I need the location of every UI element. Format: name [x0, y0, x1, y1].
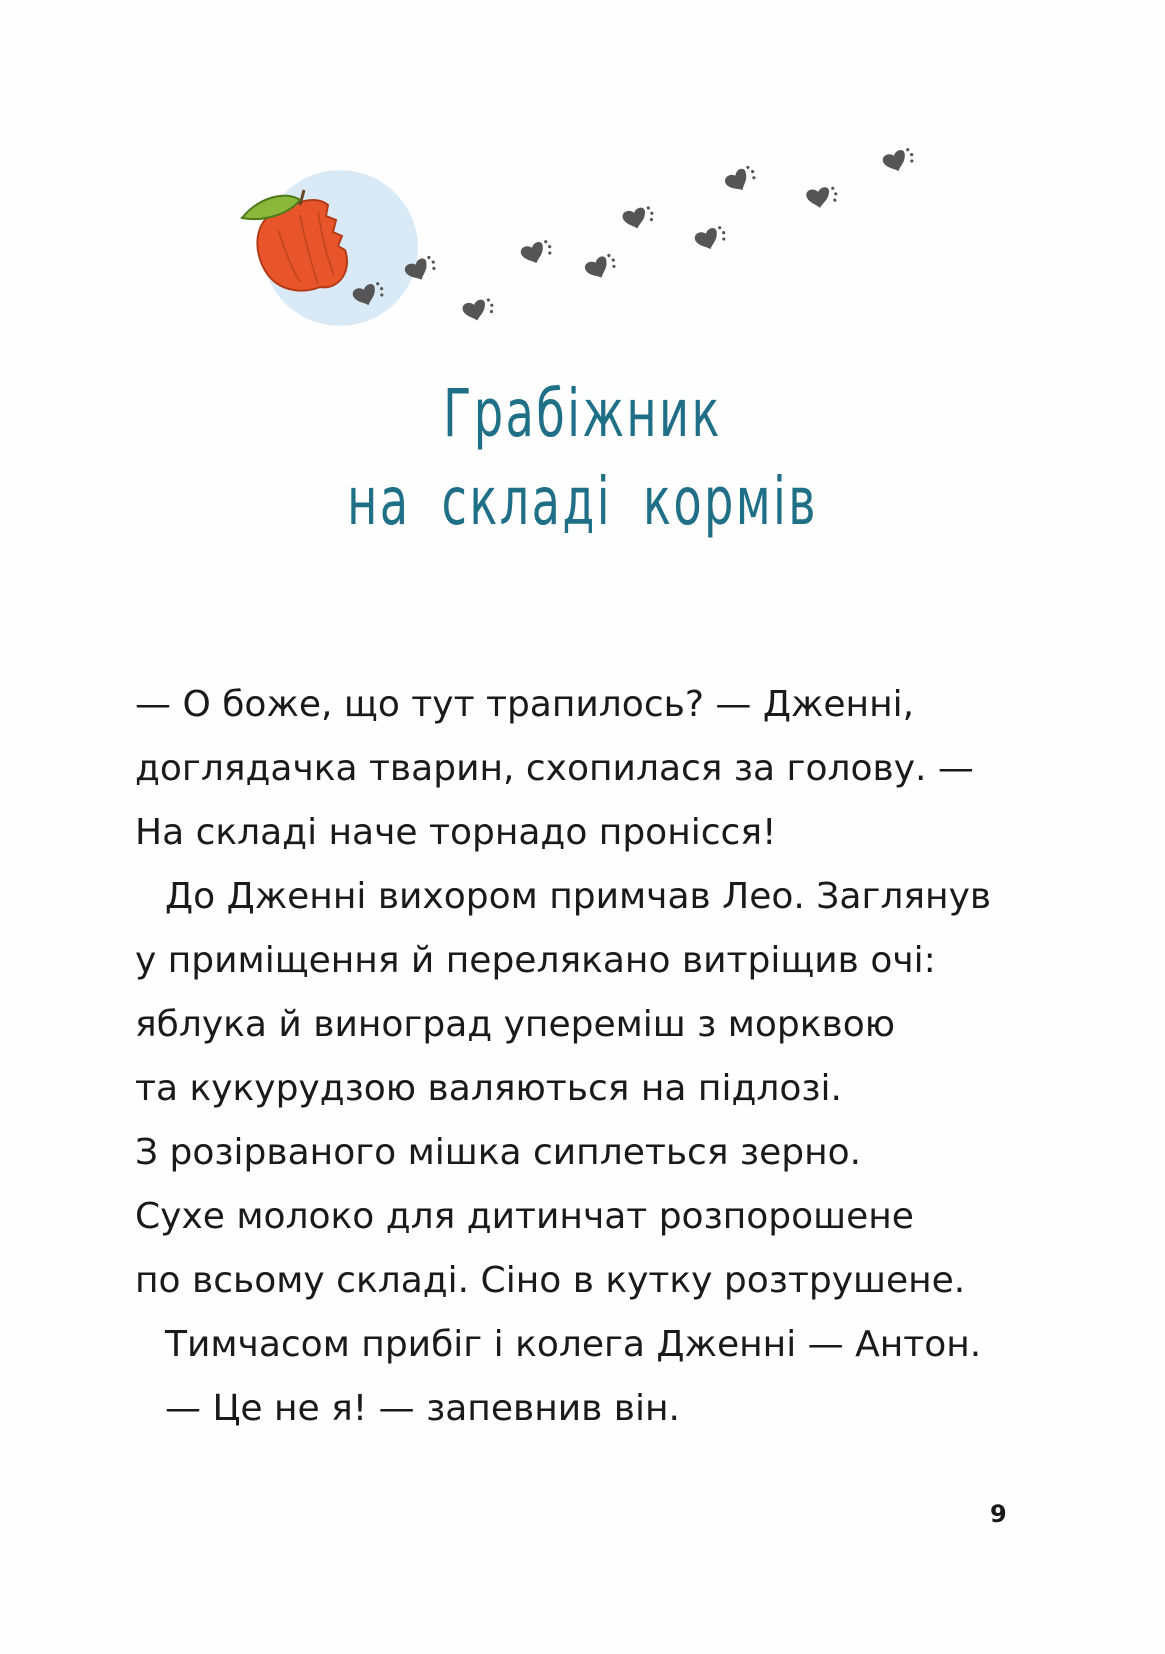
body-line: — Це не я! — запевнив він. — [165, 1388, 680, 1429]
page-number: 9 — [990, 1500, 1007, 1528]
chapter-title-line-1: Грабіжник — [443, 375, 722, 452]
animal-footprint-icon — [805, 185, 839, 210]
body-line: по всьому складі. Сіно в кутку розтрушене. — [135, 1260, 966, 1301]
body-line: До Дженні вихором примчав Лео. Заглянув — [165, 876, 992, 917]
body-line: у приміщення й перелякано витріщив очі: — [135, 940, 936, 981]
body-line: яблука й виноград упереміш з морквою — [135, 1004, 896, 1045]
body-line: На складі наче торнадо пронісся! — [135, 812, 777, 853]
animal-footprint-icon — [519, 238, 555, 267]
body-line: Сухе молоко для дитинчат розпорошене — [135, 1196, 914, 1237]
chapter-title — [0, 370, 1165, 546]
animal-footprint-icon — [723, 163, 759, 195]
animal-footprint-icon — [693, 224, 729, 253]
body-line: та кукурудзою валяються на підлозі. — [135, 1068, 842, 1109]
body-line: доглядачка тварин, схопилася за голову. — — [135, 748, 974, 789]
chapter-title-line-2: на складі кормів — [347, 463, 818, 540]
animal-footprint-icon — [583, 252, 619, 283]
chapter-body-text — [135, 673, 1035, 1441]
chapter-illustration — [0, 0, 1165, 360]
animal-footprint-icon — [461, 297, 496, 324]
animal-footprint-icon — [881, 146, 917, 175]
footprints-trail — [351, 146, 917, 323]
body-line: Тимчасом прибіг і колега Дженні — Антон. — [165, 1324, 982, 1365]
animal-footprint-icon — [621, 205, 656, 232]
body-line: — О боже, що тут трапилось? — Дженні, — [135, 684, 915, 725]
body-line: З розірваного мішка сиплеться зерно. — [135, 1132, 862, 1173]
